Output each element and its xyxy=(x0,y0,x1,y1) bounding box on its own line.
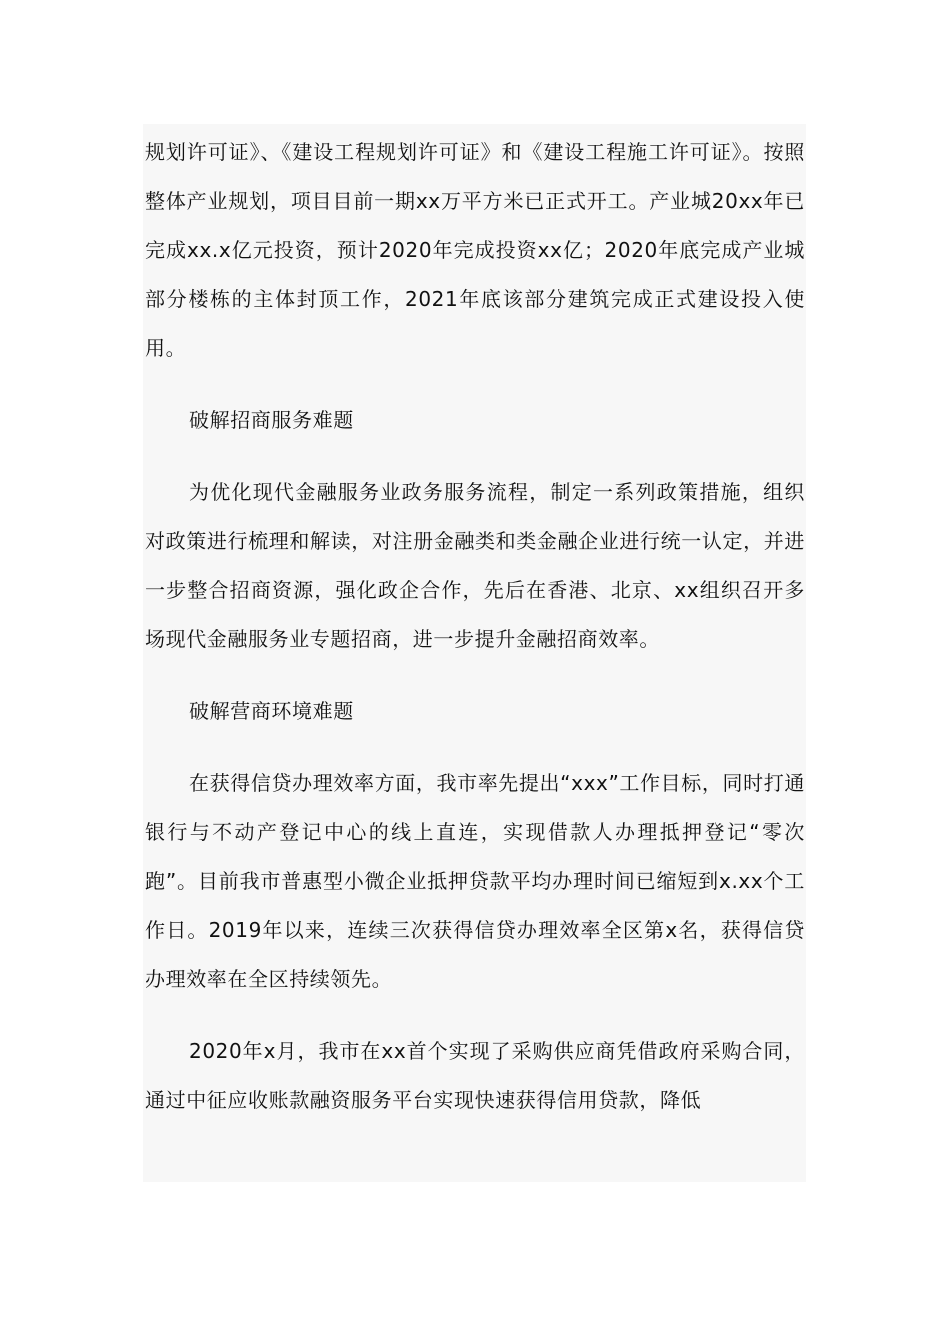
document-body xyxy=(145,128,805,1148)
section-heading-business-environment: 破解营商环境难题 xyxy=(189,699,354,723)
paragraph-project-progress: 规划许可证》、《建设工程规划许可证》和《建设工程施工许可证》。按照整体产业规划，项目目前一期xx万平方米已正式开工。产业城20xx年已完成xx.x亿元投资，预计2020年完成投资xx亿；2020年底完成产业城部分楼栋的主体封顶工作，2021年底该部分建筑完成正式建设投入使用。 xyxy=(145,140,805,360)
paragraph-investment-service: 为优化现代金融服务业政务服务流程，制定一系列政策措施，组织对政策进行梳理和解读，对注册金融类和类金融企业进行统一认定，并进一步整合招商资源，强化政企合作，先后在香港、北京、xx组织召开多场现代金融服务业专题招商，进一步提升金融招商效率。 xyxy=(145,480,805,651)
paragraph-procurement-financing: 2020年x月，我市在xx首个实现了采购供应商凭借政府采购合同，通过中征应收账款融资服务平台实现快速获得信用贷款，降低 xyxy=(145,1039,805,1112)
section-heading-investment-service: 破解招商服务难题 xyxy=(189,408,354,432)
paragraph-credit-efficiency: 在获得信贷办理效率方面，我市率先提出“xxx”工作目标，同时打通银行与不动产登记中心的线上直连，实现借款人办理抵押登记“零次跑”。目前我市普惠型小微企业抵押贷款平均办理时间已缩短到x.xx个工作日。2019年以来，连续三次获得信贷办理效率全区第x名，获得信贷办理效率在全区持续领先。 xyxy=(145,771,805,991)
